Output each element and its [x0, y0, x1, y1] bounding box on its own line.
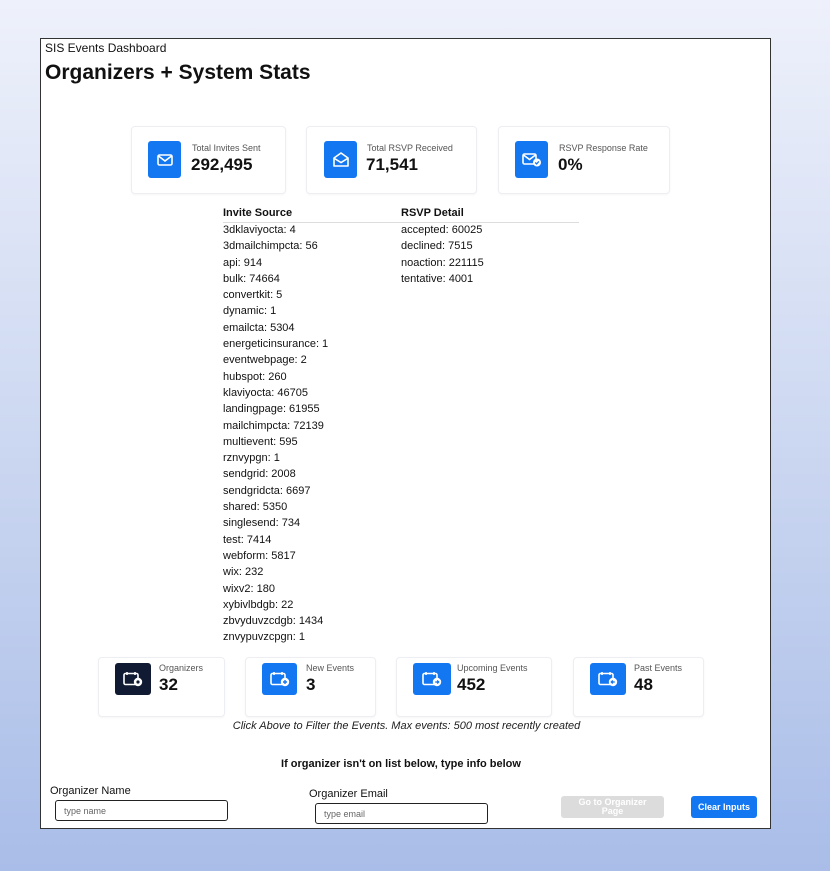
list-item: bulk: 74664	[223, 272, 280, 285]
filter-label: Organizers	[159, 663, 204, 673]
list-item: xybivlbdgb: 22	[223, 598, 294, 611]
list-item: wix: 232	[223, 566, 264, 579]
list-item: klaviyocta: 46705	[223, 386, 308, 399]
list-item: noaction: 221115	[401, 256, 484, 269]
list-item: dynamic: 1	[223, 305, 277, 318]
invite-source-heading: Invite Source	[223, 207, 293, 219]
list-item: landingpage: 61955	[223, 403, 320, 416]
clear-inputs-button[interactable]: Clear Inputs	[691, 796, 757, 818]
stat-value: 292,495	[191, 155, 253, 174]
list-item: convertkit: 5	[223, 289, 283, 302]
filter-value: 3	[306, 675, 316, 694]
calendar-users-icon	[115, 663, 151, 695]
invite-source-list	[223, 222, 328, 646]
app-title: SIS Events Dashboard	[45, 41, 167, 55]
list-item: sendgridcta: 6697	[223, 484, 311, 497]
filter-card-new-events[interactable]	[245, 657, 376, 717]
dashboard-panel	[40, 38, 771, 829]
list-item: declined: 7515	[401, 240, 473, 253]
organizer-hint: If organizer isn't on list below, type info below	[281, 758, 521, 770]
list-item: rznvypgn: 1	[223, 452, 280, 465]
filter-card-organizers[interactable]	[98, 657, 225, 717]
filter-note: Click Above to Filter the Events. Max events: 500 most recently created	[232, 720, 581, 732]
list-item: test: 7414	[223, 533, 272, 546]
list-item: accepted: 60025	[401, 224, 483, 236]
list-item: api: 914	[223, 256, 263, 269]
list-item: shared: 5350	[223, 501, 288, 514]
list-item: emailcta: 5304	[223, 321, 295, 334]
go-to-organizer-button[interactable]: Go to Organizer Page	[561, 796, 664, 818]
filter-label: New Events	[306, 663, 355, 673]
filter-label: Upcoming Events	[457, 663, 528, 673]
stat-card-rsvp-received	[306, 126, 477, 194]
organizer-email-input[interactable]	[315, 803, 488, 824]
organizer-email-label: Organizer Email	[309, 788, 388, 800]
mail-check-icon	[515, 141, 548, 178]
list-item: wixv2: 180	[223, 582, 275, 595]
filter-value: 48	[634, 675, 653, 694]
mail-icon	[148, 141, 181, 178]
filter-label: Past Events	[634, 663, 683, 673]
stat-card-response-rate	[498, 126, 670, 194]
calendar-forward-icon	[413, 663, 451, 695]
stat-label: RSVP Response Rate	[559, 143, 648, 153]
list-item: 3dklaviyocta: 4	[223, 224, 296, 236]
rsvp-detail-list	[401, 222, 484, 287]
list-item: znvypuvzcpgn: 1	[223, 631, 305, 644]
page-title: Organizers + System Stats	[45, 61, 311, 84]
list-item: sendgrid: 2008	[223, 468, 296, 481]
stat-value: 71,541	[366, 155, 418, 174]
list-item: multievent: 595	[223, 435, 298, 448]
filter-value: 452	[457, 675, 486, 694]
list-item: 3dmailchimpcta: 56	[223, 240, 318, 253]
stat-value: 0%	[558, 155, 583, 174]
calendar-plus-icon	[262, 663, 297, 695]
list-item: zbvyduvzcdgb: 1434	[223, 615, 324, 628]
list-item: mailchimpcta: 72139	[223, 419, 324, 432]
calendar-back-icon	[590, 663, 626, 695]
list-item: webform: 5817	[223, 549, 296, 562]
filter-card-past-events[interactable]	[573, 657, 704, 717]
filter-card-upcoming-events[interactable]	[396, 657, 552, 717]
rsvp-detail-heading: RSVP Detail	[401, 207, 464, 219]
list-item: eventwebpage: 2	[223, 354, 307, 367]
list-item: energeticinsurance: 1	[223, 338, 329, 351]
list-item: hubspot: 260	[223, 370, 287, 383]
filter-value: 32	[159, 675, 178, 694]
stat-card-invites-sent	[131, 126, 286, 194]
list-item: tentative: 4001	[401, 272, 474, 285]
stat-label: Total Invites Sent	[192, 143, 261, 153]
stat-label: Total RSVP Received	[367, 143, 453, 153]
organizer-name-label: Organizer Name	[50, 785, 131, 797]
list-item: singlesend: 734	[223, 517, 301, 530]
organizer-name-input[interactable]	[55, 800, 228, 821]
mail-open-icon	[324, 141, 357, 178]
